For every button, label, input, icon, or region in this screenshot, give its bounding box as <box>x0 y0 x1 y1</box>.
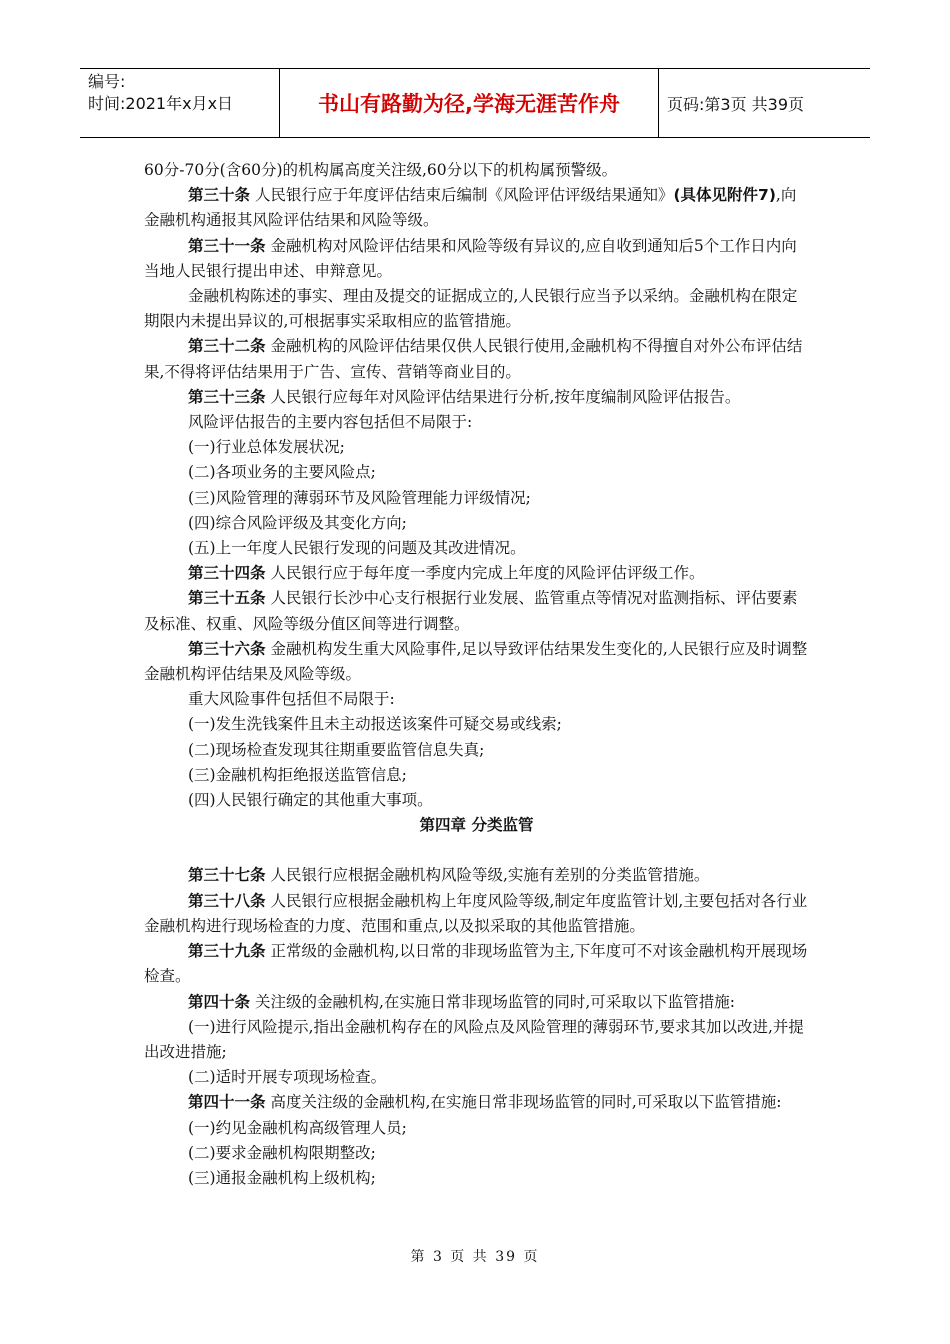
article-text: 人民银行应根据金融机构风险等级,实施有差别的分类监管措施。 <box>265 866 710 885</box>
serial-label: 编号: <box>88 72 126 91</box>
date-label: 时间:2021年x月x日 <box>88 94 234 113</box>
article-31 <box>144 234 809 284</box>
list-item: (四)人民银行确定的其他重大事项。 <box>188 791 433 810</box>
list-item: (一)发生洗钱案件且未主动报送该案件可疑交易或线索; <box>188 715 562 734</box>
article-34 <box>144 561 809 586</box>
article-heading: 第四十一条 <box>188 1093 266 1112</box>
document-body <box>144 158 809 1191</box>
article-35 <box>144 586 809 636</box>
article-text: 人民银行应根据金融机构上年度风险等级,制定年度监管计划,主要包括对各行业金融机构进行现场检查的力度、范围和重点,以及拟采取的其他监管措施。 <box>144 891 808 935</box>
article-32 <box>144 334 809 384</box>
article-heading: 第三十二条 <box>188 337 266 356</box>
article-heading: 第三十九条 <box>188 942 266 961</box>
chapter-heading: 第四章 分类监管 <box>419 816 534 835</box>
list-item: (四)综合风险评级及其变化方向; <box>188 513 407 532</box>
article-36 <box>144 637 809 687</box>
paragraph: 金融机构陈述的事实、理由及提交的证据成立的,人民银行应当予以采纳。金融机构在限定期限内未提出异议的,可根据事实采取相应的监管措施。 <box>144 287 798 331</box>
article-heading: 第四十条 <box>188 992 251 1011</box>
article-30 <box>144 183 809 233</box>
page-header <box>80 68 870 138</box>
article-heading: 第三十四条 <box>188 564 266 583</box>
article-38 <box>144 889 809 939</box>
paragraph: 风险评估报告的主要内容包括但不局限于: <box>188 413 473 432</box>
list-item: (一)约见金融机构高级管理人员; <box>188 1118 407 1137</box>
article-heading: 第三十一条 <box>188 236 266 255</box>
article-text: 正常级的金融机构,以日常的非现场监管为主,下年度可不对该金融机构开展现场检查。 <box>144 942 808 986</box>
list-item: (一)行业总体发展状况; <box>188 438 345 457</box>
article-text: 人民银行长沙中心支行根据行业发展、监管重点等情况对监测指标、评估要素及标准、权重、风险等级分值区间等进行调整。 <box>144 589 798 633</box>
list-item: (二)适时开展专项现场检查。 <box>188 1068 387 1087</box>
article-37 <box>144 863 809 888</box>
list-item: (二)要求金融机构限期整改; <box>188 1143 376 1162</box>
article-text: 关注级的金融机构,在实施日常非现场监管的同时,可采取以下监管措施: <box>250 992 736 1011</box>
article-40 <box>144 990 809 1015</box>
article-text: 高度关注级的金融机构,在实施日常非现场监管的同时,可采取以下监管措施: <box>265 1093 782 1112</box>
header-page-label: 页码:第3页 共39页 <box>667 94 805 114</box>
paragraph: 60分-70分(含60分)的机构属高度关注级,60分以下的机构属预警级。 <box>144 161 618 179</box>
article-heading: 第三十八条 <box>188 891 266 910</box>
article-heading: 第三十五条 <box>188 589 266 608</box>
article-heading: 第三十条 <box>188 186 251 205</box>
article-33 <box>144 385 809 410</box>
page-footer: 第 3 页 共 39 页 <box>410 1249 540 1265</box>
article-text: 人民银行应于年度评估结束后编制《风险评估评级结果通知》 <box>250 186 674 205</box>
header-motto: 书山有路勤为径,学海无涯苦作舟 <box>280 69 659 137</box>
header-meta <box>80 69 280 137</box>
article-text: 人民银行应每年对风险评估结果进行分析,按年度编制风险评估报告。 <box>265 387 741 406</box>
list-item: (三)通报金融机构上级机构; <box>188 1168 376 1187</box>
article-text: 金融机构发生重大风险事件,足以导致评估结果发生变化的,人民银行应及时调整金融机构评估结果及风险等级。 <box>144 639 808 684</box>
list-item: (一)进行风险提示,指出金融机构存在的风险点及风险管理的薄弱环节,要求其加以改进,并提出改进措施; <box>144 1017 804 1061</box>
article-text: 金融机构对风险评估结果和风险等级有异议的,应自收到通知后5个工作日内向当地人民银行提出申述、申辩意见。 <box>144 236 797 280</box>
article-heading: 第三十七条 <box>188 866 266 885</box>
list-item: (三)金融机构拒绝报送监管信息; <box>188 765 407 784</box>
list-item: (五)上一年度人民银行发现的问题及其改进情况。 <box>188 539 526 558</box>
article-heading: 第三十六条 <box>188 639 266 658</box>
paragraph: 重大风险事件包括但不局限于: <box>188 690 395 709</box>
article-heading: 第三十三条 <box>188 387 266 406</box>
article-text: 金融机构的风险评估结果仅供人民银行使用,金融机构不得擅自对外公布评估结果,不得将评估结果用于广告、宣传、营销等商业目的。 <box>144 337 803 381</box>
article-39 <box>144 939 809 989</box>
article-41 <box>144 1090 809 1115</box>
article-annex-note: (具体见附件7) <box>673 186 776 205</box>
list-item: (三)风险管理的薄弱环节及风险管理能力评级情况; <box>188 488 531 507</box>
article-text: 人民银行应于每年度一季度内完成上年度的风险评估评级工作。 <box>265 564 705 583</box>
article-text: ,向金融机构通报其风险评估结果和风险等级。 <box>144 186 797 230</box>
list-item: (二)现场检查发现其往期重要监管信息失真; <box>188 740 485 759</box>
list-item: (二)各项业务的主要风险点; <box>188 463 376 482</box>
